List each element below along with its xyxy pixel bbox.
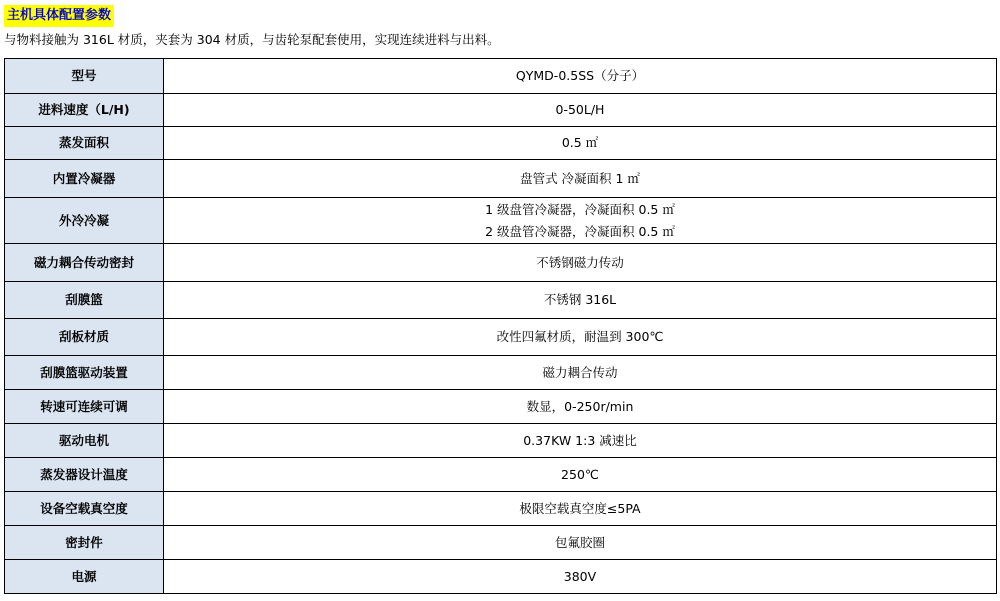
row-label: 密封件 <box>5 526 164 560</box>
table-row <box>5 390 997 424</box>
row-label: 刮板材质 <box>5 319 164 356</box>
row-value <box>164 458 997 492</box>
spec-table-body <box>5 59 997 594</box>
row-value <box>164 526 997 560</box>
row-value <box>164 59 997 94</box>
row-value-line: 0.37KW 1:3 减速比 <box>523 432 637 448</box>
row-label: 驱动电机 <box>5 424 164 458</box>
row-value-line: 1 级盘管冷凝器，冷凝面积 0.5 ㎡ <box>485 201 675 217</box>
row-value <box>164 94 997 127</box>
row-value-line: 2 级盘管冷凝器，冷凝面积 0.5 ㎡ <box>485 223 675 239</box>
row-label: 电源 <box>5 560 164 594</box>
table-row <box>5 492 997 526</box>
row-value <box>164 560 997 594</box>
table-row <box>5 198 997 244</box>
row-label: 进料速度（L/H) <box>5 94 164 127</box>
row-value <box>164 160 997 198</box>
row-value-line: QYMD-0.5SS（分子） <box>515 68 645 83</box>
row-label: 外冷冷凝 <box>5 198 164 244</box>
table-row <box>5 244 997 282</box>
row-value-line: 不锈钢磁力传动 <box>536 254 624 270</box>
table-row <box>5 94 997 127</box>
row-value-line: 磁力耦合传动 <box>542 364 618 380</box>
table-row <box>5 59 997 94</box>
table-row <box>5 356 997 390</box>
spec-table <box>4 58 997 594</box>
row-value-line: 包氟胶圈 <box>554 534 605 550</box>
row-label: 刮膜篮驱动装置 <box>5 356 164 390</box>
row-label: 设备空载真空度 <box>5 492 164 526</box>
table-row <box>5 282 997 319</box>
row-value-line: 0-50L/H <box>555 102 605 117</box>
row-value <box>164 356 997 390</box>
row-value <box>164 492 997 526</box>
intro-text: 与物料接触为 316L 材质，夹套为 304 材质，与齿轮泵配套使用，实现连续进料与出料。 <box>4 32 500 47</box>
row-value <box>164 424 997 458</box>
row-value-line: 0.5 ㎡ <box>561 135 599 150</box>
table-row <box>5 160 997 198</box>
row-value-line: 极限空载真空度≤5PA <box>519 500 641 516</box>
table-row <box>5 458 997 492</box>
table-row <box>5 560 997 594</box>
row-value <box>164 198 997 244</box>
row-value <box>164 244 997 282</box>
row-value <box>164 127 997 160</box>
row-label: 刮膜篮 <box>5 282 164 319</box>
table-row <box>5 127 997 160</box>
table-row <box>5 526 997 560</box>
row-value <box>164 319 997 356</box>
row-value-line: 盘管式 冷凝面积 1 ㎡ <box>520 170 640 186</box>
row-value <box>164 282 997 319</box>
row-label: 蒸发面积 <box>5 127 164 160</box>
table-row <box>5 424 997 458</box>
row-value-line: 250℃ <box>561 466 599 482</box>
row-label: 转速可连续可调 <box>5 390 164 424</box>
table-row <box>5 319 997 356</box>
row-value <box>164 390 997 424</box>
row-label: 型号 <box>5 59 164 94</box>
row-label: 磁力耦合传动密封 <box>5 244 164 282</box>
section-heading: 主机具体配置参数 <box>4 5 114 27</box>
row-label: 内置冷凝器 <box>5 160 164 198</box>
row-value-line: 不锈钢 316L <box>543 292 617 307</box>
row-value-line: 改性四氟材质，耐温到 300℃ <box>496 329 664 344</box>
row-label: 蒸发器设计温度 <box>5 458 164 492</box>
row-value-line: 数显，0-250r/min <box>526 398 634 414</box>
row-value-line: 380V <box>563 568 597 584</box>
